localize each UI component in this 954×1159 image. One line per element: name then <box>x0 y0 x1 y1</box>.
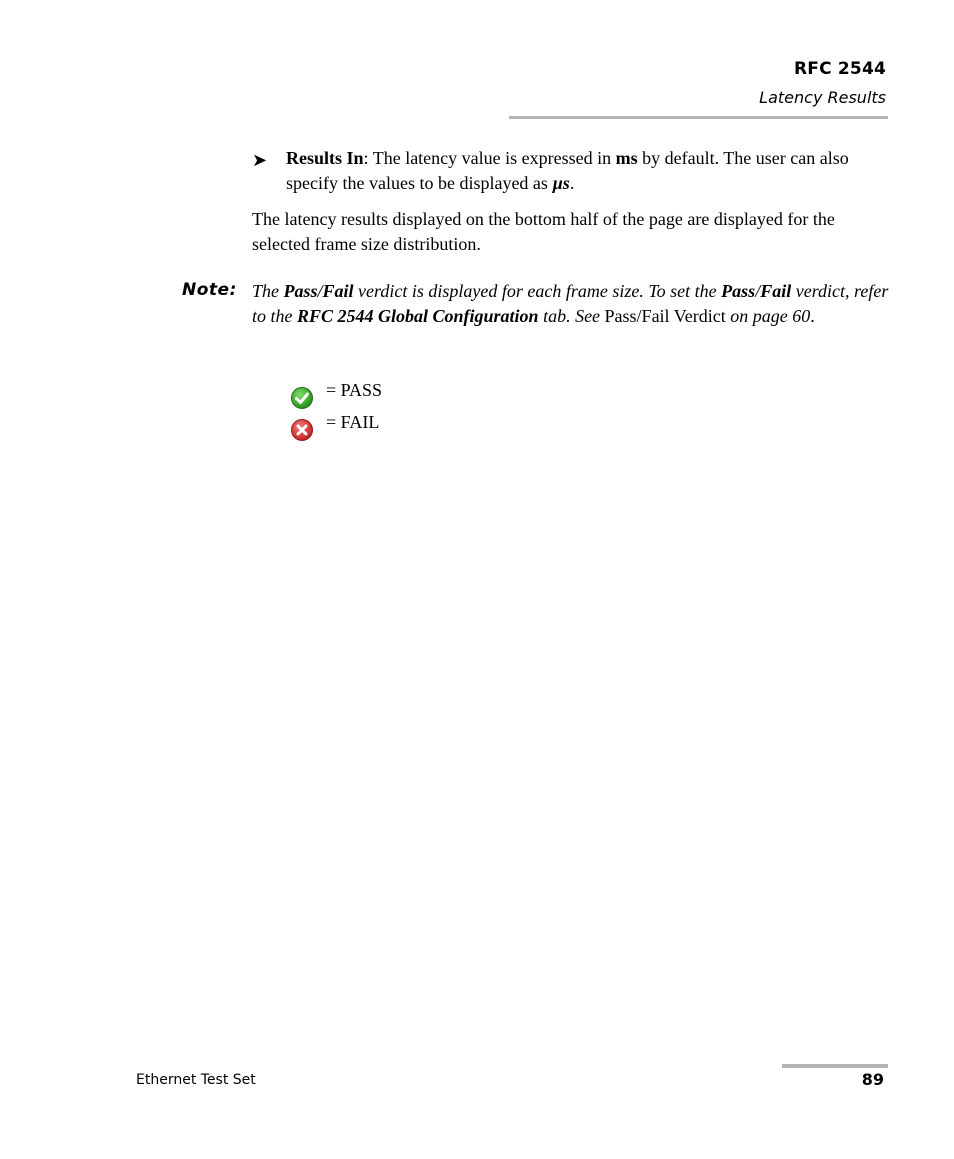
legend-pass-label: = PASS <box>326 380 383 400</box>
bullet-arrow-icon: ➤ <box>252 150 268 170</box>
section-subtitle: Latency Results <box>759 88 886 107</box>
note-label: Note: <box>182 280 237 300</box>
unit-us: µs <box>552 173 570 193</box>
note-part: The <box>252 281 284 301</box>
note-part: / <box>755 281 761 301</box>
note-part: / <box>317 281 323 301</box>
note-part: verdict, refer to the <box>252 281 889 326</box>
bullet-text <box>286 146 886 196</box>
footer-product-name: Ethernet Test Set <box>136 1072 256 1088</box>
note-part: on page 60 <box>725 306 811 326</box>
note-part: . <box>810 306 815 326</box>
note-part: verdict is displayed for each frame size. To set the <box>353 281 722 301</box>
bullet-text-part: . <box>569 173 575 193</box>
section-title: RFC 2544 <box>793 59 886 79</box>
page-number: 89 <box>861 1070 884 1089</box>
note-bold: Pass <box>283 281 318 301</box>
note-part: tab. See <box>538 306 605 326</box>
header-divider <box>509 116 888 119</box>
note-tab-name: RFC 2544 Global Configuration <box>297 306 539 326</box>
bullet-text-part: by default. The user can also specify the values to be displayed as <box>286 148 849 193</box>
cross-reference-link[interactable]: Pass/Fail Verdict <box>604 306 726 326</box>
bullet-term: Results In <box>286 148 364 168</box>
unit-ms: ms <box>615 148 638 168</box>
fail-x-icon <box>290 418 314 442</box>
pass-check-icon <box>290 386 314 410</box>
body-paragraph: The latency results displayed on the bottom half of the page are displayed for the selected frame size distribution. <box>252 209 835 254</box>
legend-fail-label: = FAIL <box>326 412 380 432</box>
note-bold: Fail <box>322 281 354 301</box>
footer-divider <box>782 1064 888 1068</box>
bullet-text-part: : The latency value is expressed in <box>363 148 616 168</box>
note-bold: Pass <box>721 281 756 301</box>
note-bold: Fail <box>760 281 792 301</box>
note-text <box>252 279 892 329</box>
